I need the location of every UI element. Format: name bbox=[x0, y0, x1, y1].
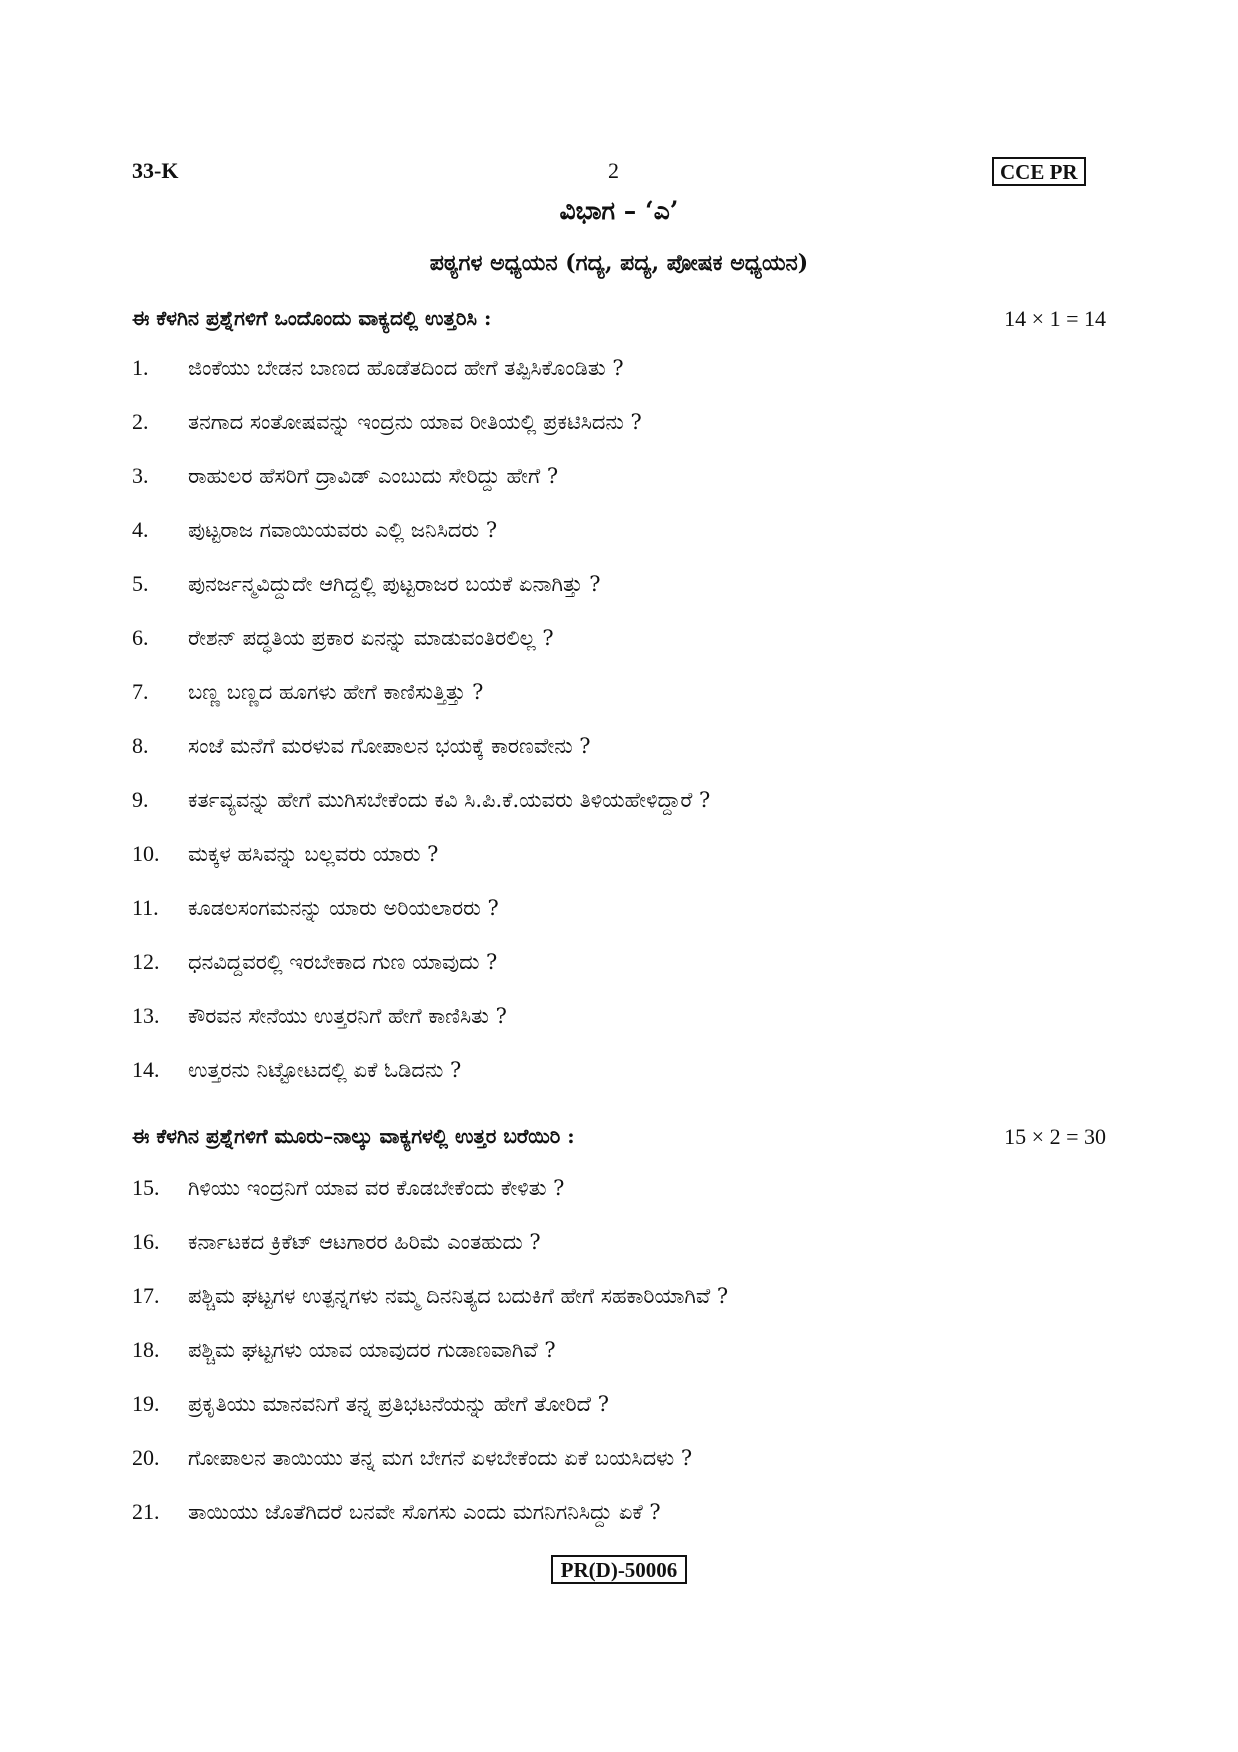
question-item bbox=[132, 894, 1112, 948]
question-number: 14. bbox=[132, 1057, 160, 1082]
question-number: 1. bbox=[132, 355, 149, 380]
question-item bbox=[132, 354, 1112, 408]
question-item bbox=[132, 408, 1112, 462]
part1-marks: 14 × 1 = 14 bbox=[1004, 306, 1106, 331]
question-number: 4. bbox=[132, 517, 149, 542]
question-number: 10. bbox=[132, 841, 160, 866]
question-number: 6. bbox=[132, 625, 149, 650]
question-item bbox=[132, 1174, 1112, 1228]
question-text: ಬಣ್ಣ ಬಣ್ಣದ ಹೂಗಳು ಹೇಗೆ ಕಾಣಿಸುತ್ತಿತ್ತು ? bbox=[188, 680, 484, 704]
footer-code: PR(D)-50006 bbox=[551, 1555, 688, 1584]
question-list-part2 bbox=[132, 1174, 1112, 1552]
question-number: 19. bbox=[132, 1391, 160, 1416]
question-text: ಪಶ್ಚಿಮ ಘಟ್ಟಗಳು ಯಾವ ಯಾವುದರ ಗುಡಾಣವಾಗಿವೆ ? bbox=[188, 1338, 556, 1362]
question-number: 5. bbox=[132, 571, 149, 596]
question-item bbox=[132, 1444, 1112, 1498]
question-text: ಕರ್ತವ್ಯವನ್ನು ಹೇಗೆ ಮುಗಿಸಬೇಕೆಂದು ಕವಿ ಸಿ.ಪಿ.ಕೆ.ಯವರು ತಿಳಿಯಹೇಳಿದ್ದಾರೆ ? bbox=[188, 788, 711, 812]
question-number: 20. bbox=[132, 1445, 160, 1470]
question-item bbox=[132, 1282, 1112, 1336]
question-text: ಕರ್ನಾಟಕದ ಕ್ರಿಕೆಟ್ ಆಟಗಾರರ ಹಿರಿಮೆ ಎಂತಹುದು ? bbox=[188, 1230, 541, 1254]
question-number: 2. bbox=[132, 409, 149, 434]
page-number: 2 bbox=[608, 158, 619, 183]
question-number: 17. bbox=[132, 1283, 160, 1308]
question-text: ಮಕ್ಕಳ ಹಸಿವನ್ನು ಬಲ್ಲವರು ಯಾರು ? bbox=[188, 842, 439, 866]
question-text: ಪುಟ್ಟರಾಜ ಗವಾಯಿಯವರು ಎಲ್ಲಿ ಜನಿಸಿದರು ? bbox=[188, 518, 498, 542]
question-text: ತನಗಾದ ಸಂತೋಷವನ್ನು ಇಂದ್ರನು ಯಾವ ರೀತಿಯಲ್ಲಿ ಪ್ರಕಟಿಸಿದನು ? bbox=[188, 410, 642, 434]
question-text: ಉತ್ತರನು ನಿಟ್ಟೋಟದಲ್ಲಿ ಏಕೆ ಓಡಿದನು ? bbox=[188, 1058, 462, 1082]
question-number: 15. bbox=[132, 1175, 160, 1200]
question-item bbox=[132, 948, 1112, 1002]
section-subtitle: ಪಠ್ಯಗಳ ಅಧ್ಯಯನ (ಗದ್ಯ, ಪದ್ಯ, ಪೋಷಕ ಅಧ್ಯಯನ) bbox=[429, 250, 809, 276]
question-list-part1 bbox=[132, 354, 1112, 1110]
question-text: ಕೂಡಲಸಂಗಮನನ್ನು ಯಾರು ಅರಿಯಲಾರರು ? bbox=[188, 896, 499, 920]
question-text: ಪಶ್ಚಿಮ ಘಟ್ಟಗಳ ಉತ್ಪನ್ನಗಳು ನಮ್ಮ ದಿನನಿತ್ಯದ ಬದುಕಿಗೆ ಹೇಗೆ ಸಹಕಾರಿಯಾಗಿವೆ ? bbox=[188, 1284, 729, 1308]
question-text: ಗಿಳಿಯು ಇಂದ್ರನಿಗೆ ಯಾವ ವರ ಕೊಡಬೇಕೆಂದು ಕೇಳಿತು ? bbox=[188, 1176, 565, 1200]
question-text: ಪ್ರಕೃತಿಯು ಮಾನವನಿಗೆ ತನ್ನ ಪ್ರತಿಭಟನೆಯನ್ನು ಹೇಗೆ ತೋರಿದೆ ? bbox=[188, 1392, 609, 1416]
question-item bbox=[132, 786, 1112, 840]
question-item bbox=[132, 840, 1112, 894]
section-title: ವಿಭಾಗ – ‘ಎ’ bbox=[559, 196, 679, 225]
question-item bbox=[132, 1336, 1112, 1390]
part2-instruction: ಈ ಕೆಳಗಿನ ಪ್ರಶ್ನೆಗಳಿಗೆ ಮೂರು–ನಾಲ್ಕು ವಾಕ್ಯಗಳಲ್ಲಿ ಉತ್ತರ ಬರೆಯಿರಿ : bbox=[132, 1124, 575, 1148]
question-text: ಪುನರ್ಜನ್ಮವಿದ್ದುದೇ ಆಗಿದ್ದಲ್ಲಿ ಪುಟ್ಟರಾಜರ ಬಯಕೆ ಏನಾಗಿತ್ತು ? bbox=[188, 572, 601, 596]
question-text: ತಾಯಿಯು ಜೊತೆಗಿದರೆ ಬನವೇ ಸೊಗಸು ಎಂದು ಮಗನಿಗನಿಸಿದ್ದು ಏಕೆ ? bbox=[188, 1500, 661, 1524]
part1-instruction: ಈ ಕೆಳಗಿನ ಪ್ರಶ್ನೆಗಳಿಗೆ ಒಂದೊಂದು ವಾಕ್ಯದಲ್ಲಿ ಉತ್ತರಿಸಿ : bbox=[132, 306, 492, 330]
question-number: 9. bbox=[132, 787, 149, 812]
question-text: ರಾಹುಲರ ಹೆಸರಿಗೆ ದ್ರಾವಿಡ್ ಎಂಬುದು ಸೇರಿದ್ದು ಹೇಗೆ ? bbox=[188, 464, 559, 488]
part2-marks: 15 × 2 = 30 bbox=[1004, 1124, 1106, 1149]
question-number: 11. bbox=[132, 895, 159, 920]
question-item bbox=[132, 732, 1112, 786]
question-text: ಗೋಪಾಲನ ತಾಯಿಯು ತನ್ನ ಮಗ ಬೇಗನೆ ಏಳಬೇಕೆಂದು ಏಕೆ ಬಯಸಿದಳು ? bbox=[188, 1446, 693, 1470]
question-number: 8. bbox=[132, 733, 149, 758]
question-number: 16. bbox=[132, 1229, 160, 1254]
question-number: 12. bbox=[132, 949, 160, 974]
subject-code: 33-K bbox=[132, 158, 179, 183]
question-item bbox=[132, 1498, 1112, 1552]
question-item bbox=[132, 624, 1112, 678]
question-text: ಜಿಂಕೆಯು ಬೇಡನ ಬಾಣದ ಹೊಡೆತದಿಂದ ಹೇಗೆ ತಪ್ಪಿಸಿಕೊಂಡಿತು ? bbox=[188, 356, 624, 380]
question-text: ಸಂಜೆ ಮನೆಗೆ ಮರಳುವ ಗೋಪಾಲನ ಭಯಕ್ಕೆ ಕಾರಣವೇನು ? bbox=[188, 734, 591, 758]
question-item bbox=[132, 1056, 1112, 1110]
question-item bbox=[132, 1390, 1112, 1444]
question-text: ಕೌರವನ ಸೇನೆಯು ಉತ್ತರನಿಗೆ ಹೇಗೆ ಕಾಣಿಸಿತು ? bbox=[188, 1004, 507, 1028]
question-number: 3. bbox=[132, 463, 149, 488]
question-item bbox=[132, 570, 1112, 624]
question-number: 13. bbox=[132, 1003, 160, 1028]
question-number: 18. bbox=[132, 1337, 160, 1362]
paper-type-label: CCE PR bbox=[992, 157, 1086, 186]
footer-code-wrapper bbox=[0, 1555, 1238, 1584]
question-item bbox=[132, 462, 1112, 516]
question-item bbox=[132, 1228, 1112, 1282]
question-number: 21. bbox=[132, 1499, 160, 1524]
question-item bbox=[132, 678, 1112, 732]
question-item bbox=[132, 516, 1112, 570]
question-text: ರೇಶನ್ ಪದ್ಧತಿಯ ಪ್ರಕಾರ ಏನನ್ನು ಮಾಡುವಂತಿರಲಿಲ್ಲ ? bbox=[188, 626, 554, 650]
question-text: ಧನವಿದ್ದವರಲ್ಲಿ ಇರಬೇಕಾದ ಗುಣ ಯಾವುದು ? bbox=[188, 950, 498, 974]
question-item bbox=[132, 1002, 1112, 1056]
question-number: 7. bbox=[132, 679, 149, 704]
